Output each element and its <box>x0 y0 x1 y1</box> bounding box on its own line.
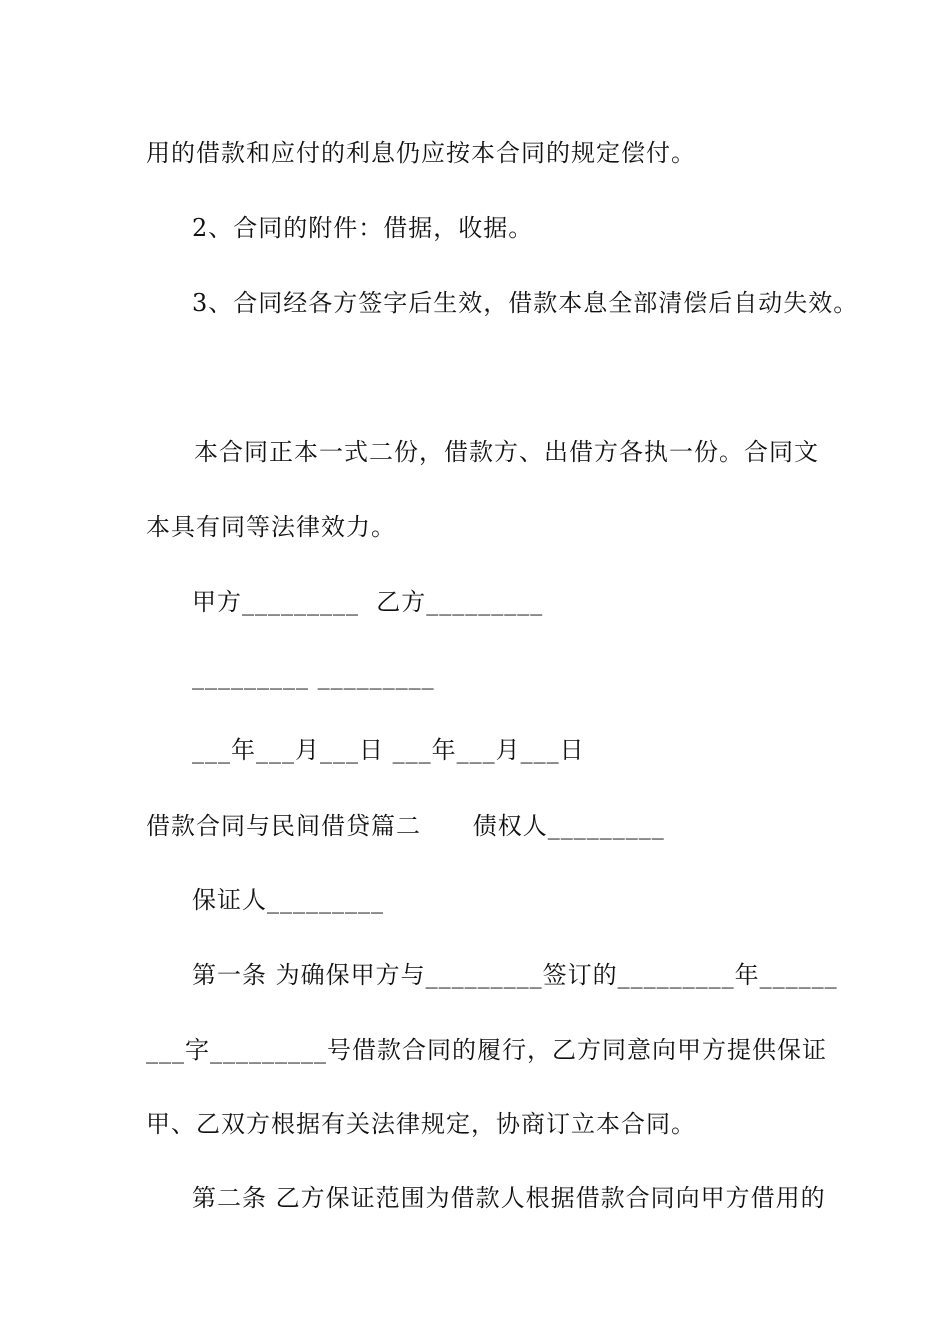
agreement-statement: 甲、乙双方根据有关法律规定，协商订立本合同。 <box>146 1110 696 1138</box>
clause-attachments: 2、合同的附件：借据，收据。 <box>192 214 534 242</box>
signature-dates: ___年___月___日 ___年___月___日 <box>192 736 585 764</box>
paragraph-copies-continued: 本具有同等法律效力。 <box>146 513 396 541</box>
signature-parties: 甲方_________ 乙方_________ <box>192 588 544 616</box>
section-heading-creditor: 借款合同与民间借贷篇二 债权人_________ <box>146 812 665 840</box>
article-two: 第二条 乙方保证范围为借款人根据借款合同向甲方借用的 <box>192 1184 826 1212</box>
paragraph-copies: 本合同正本一式二份，借款方、出借方各执一份。合同文 <box>194 438 819 466</box>
guarantor-line: 保证人_________ <box>192 886 384 914</box>
clause-effectiveness: 3、合同经各方签字后生效，借款本息全部清偿后自动失效。 <box>192 289 859 317</box>
signature-blanks: _________ _________ <box>192 662 435 690</box>
article-one-continued: ___字_________号借款合同的履行，乙方同意向甲方提供保证 <box>146 1036 827 1064</box>
paragraph-line-repayment: 用的借款和应付的利息仍应按本合同的规定偿付。 <box>146 139 696 167</box>
article-one: 第一条 为确保甲方与_________签订的_________年______ <box>192 961 838 989</box>
